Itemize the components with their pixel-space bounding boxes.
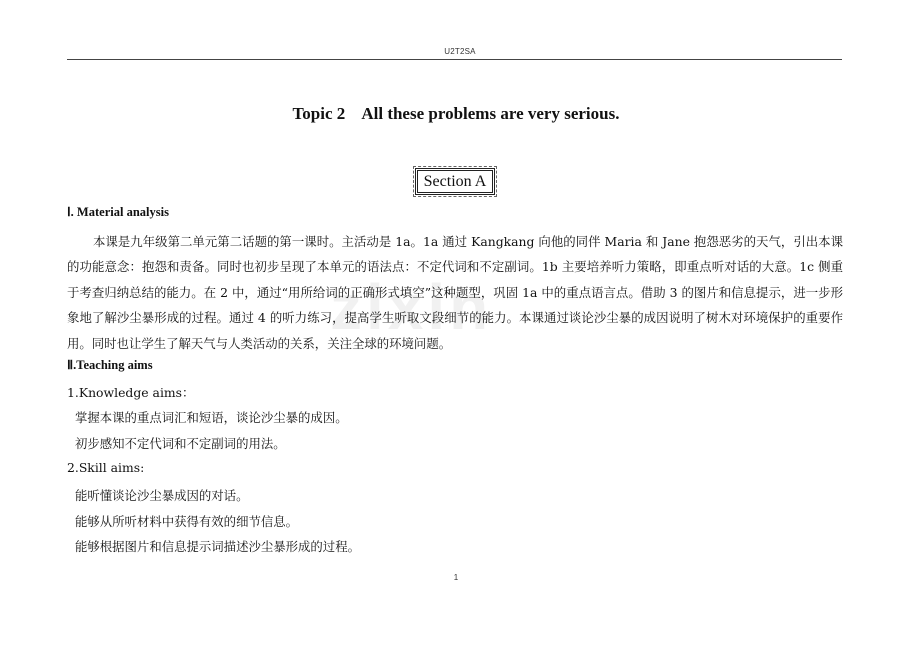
material-analysis-heading: Ⅰ. Material analysis: [67, 205, 169, 219]
skill-aim-item: 能够从所听材料中获得有效的细节信息。: [75, 514, 299, 529]
teaching-aims-heading: Ⅱ.Teaching aims: [67, 358, 153, 372]
page-number: 1: [453, 573, 459, 582]
skill-aim-item: 能够根据图片和信息提示词描述沙尘暴形成的过程。: [75, 539, 360, 554]
header-rule: [67, 59, 842, 60]
section-label-box: [415, 168, 495, 195]
header-code: U2T2SA: [444, 47, 476, 56]
skill-aims-label: 2.Skill aims:: [67, 460, 145, 475]
watermark: zixin: [330, 271, 493, 343]
skill-aim-item: 能听懂谈论沙尘暴成因的对话。: [75, 488, 249, 503]
material-analysis-paragraph: 本课是九年级第二单元第二话题的第一课时。主活动是 1a。1a 通过 Kangkang 向他的同伴 Maria 和 Jane 抱怨恶劣的天气，引出本课的功能意念：抱怨和责备。同时也初步呈现了本单元的语法点：不定代词和不定副词。1b 主要培养听力策略，即重点听对话的大意。1c 侧重于考查归纳总结的能力。在 2 中，通过“用所给词的正确形式填空”这种题型，巩固 1a 中的重点语言点。借助 3 的图片和信息提示，进一步形象地了解沙尘暴形成的过程。通过 4 的听力练习，提高学生听取文段细节的能力。本课通过谈论沙尘暴的成因说明了树木对环境保护的重要作用。同时也让学生了解天气与人类活动的关系，关注全球的环境问题。: [67, 234, 843, 351]
knowledge-aims-label: 1.Knowledge aims：: [67, 385, 195, 400]
knowledge-aim-item: 掌握本课的重点词汇和短语，谈论沙尘暴的成因。: [75, 410, 348, 425]
topic-title: Topic 2 All these problems are very serious.: [292, 104, 620, 123]
section-label: Section A: [423, 172, 487, 190]
knowledge-aim-item: 初步感知不定代词和不定副词的用法。: [75, 436, 286, 451]
